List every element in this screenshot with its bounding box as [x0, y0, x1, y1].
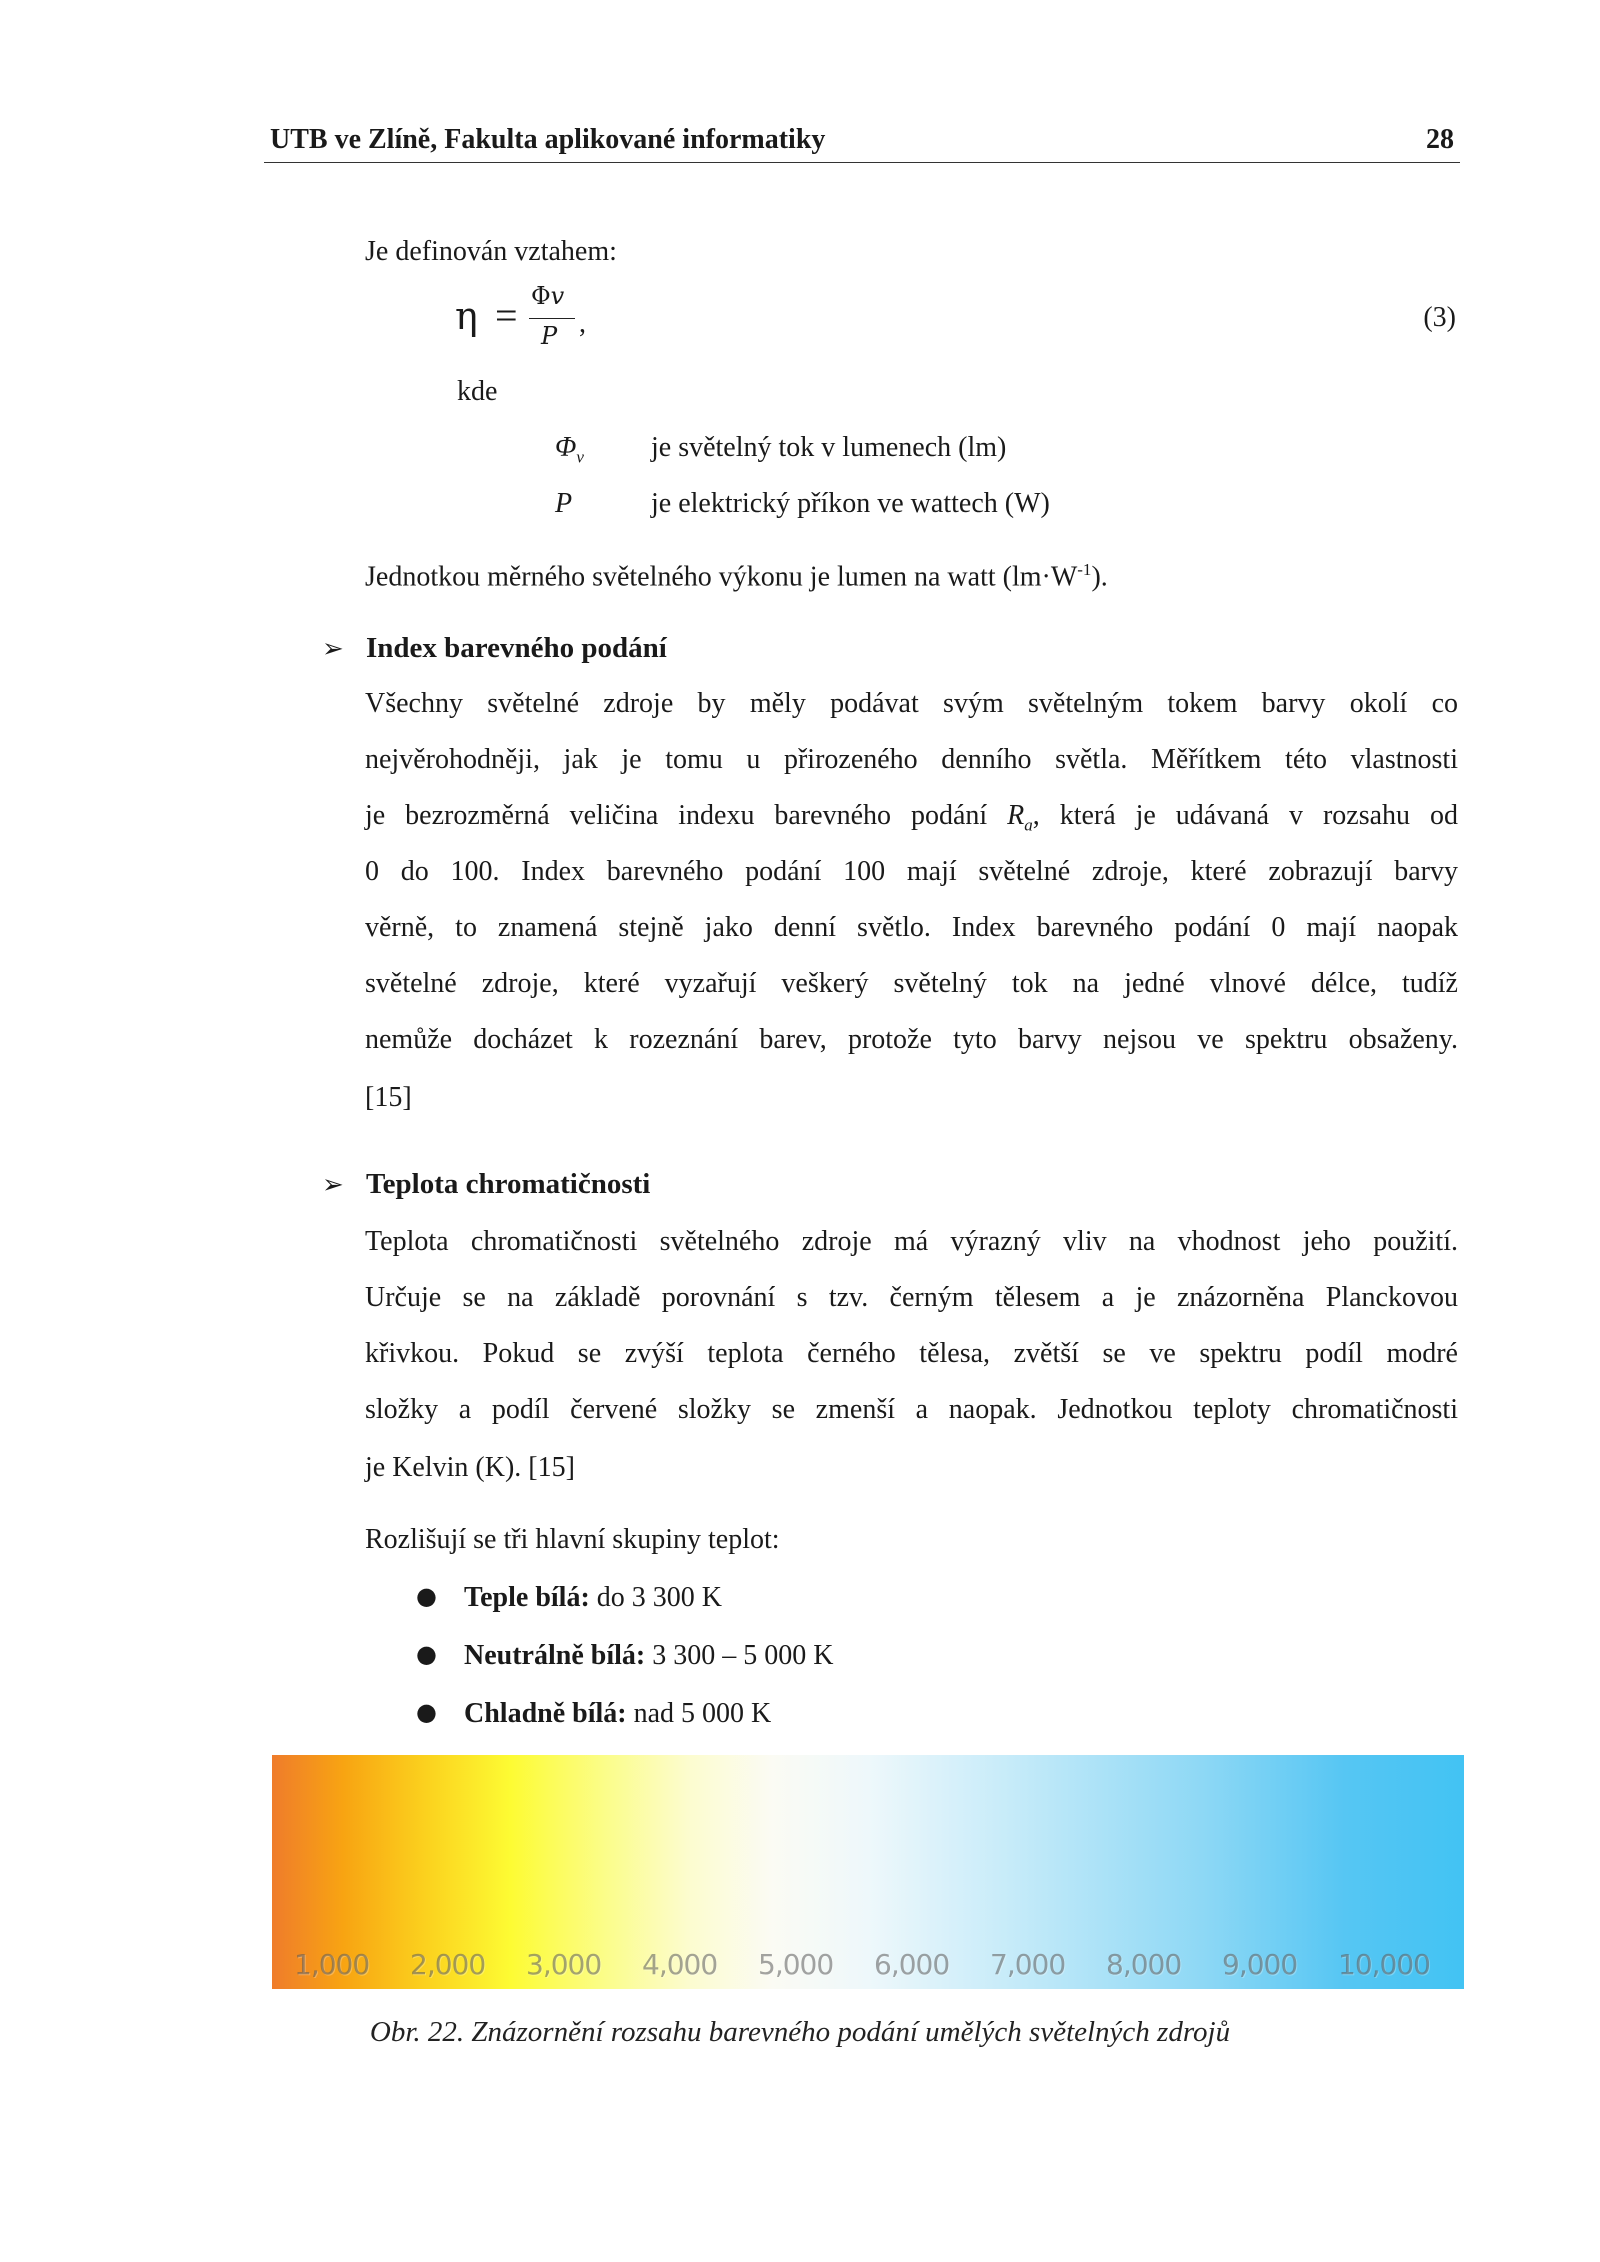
formula-equals: = — [495, 293, 518, 338]
scale-tick-label: 3,000 — [526, 1948, 602, 1981]
arrow-bullet-icon: ➢ — [322, 1170, 344, 1200]
variable-symbol: P — [555, 488, 573, 519]
scale-tick-label: 4,000 — [642, 1948, 718, 1981]
variable-description: je světelný tok v lumenech (lm) — [651, 432, 1007, 463]
scale-tick-label: 6,000 — [874, 1948, 950, 1981]
page-header — [264, 124, 1460, 163]
paragraph-line: Teplota chromatičnosti světelného zdroje má výrazný vliv na vhodnost jeho použití. — [365, 1226, 1458, 1257]
bullet-dot-icon: ● — [416, 1640, 437, 1668]
bullet-dot-icon: ● — [416, 1698, 437, 1726]
paragraph-line: je Kelvin (K). [15] — [365, 1452, 575, 1483]
variable-symbol: $\Phi_v$ — [555, 432, 584, 467]
variable-description: je elektrický příkon ve wattech (W) — [651, 488, 1050, 519]
color-temperature-scale — [272, 1755, 1464, 1989]
scale-tick-label: 2,000 — [410, 1948, 486, 1981]
paragraph-line: Všechny světelné zdroje by měly podávat svým světelným tokem barvy okolí co — [365, 688, 1458, 719]
where-label: kde — [457, 376, 498, 407]
scale-tick-label: 5,000 — [758, 1948, 834, 1981]
formula-lhs: η — [455, 294, 478, 338]
scale-tick-label: 8,000 — [1106, 1948, 1182, 1981]
paragraph-line: nemůže docházet k rozeznání barev, protože tyto barvy nejsou ve spektru obsaženy. — [365, 1024, 1458, 1055]
equation-number: (3) — [1423, 302, 1456, 333]
scale-tick-label: 10,000 — [1338, 1948, 1430, 1981]
header-title: UTB ve Zlíně, Fakulta aplikované informatiky — [270, 124, 826, 155]
paragraph-line: nejvěrohodněji, jak je tomu u přirozeného denního světla. Měřítkem této vlastnosti — [365, 744, 1458, 775]
paragraph-line: [15] — [365, 1082, 412, 1113]
scale-tick-label: 7,000 — [990, 1948, 1066, 1981]
groups-intro: Rozlišují se tři hlavní skupiny teplot: — [365, 1524, 780, 1555]
paragraph-line: křivkou. Pokud se zvýší teplota černého tělesa, zvětší se ve spektru podíl modré — [365, 1338, 1458, 1369]
arrow-bullet-icon: ➢ — [322, 634, 344, 664]
formula-denominator: P — [541, 322, 558, 350]
paragraph-line: je bezrozměrná veličina indexu barevného podání $R_a$, která je udávaná v rozsahu od — [365, 800, 1458, 835]
intro-text: Je definován vztahem: — [365, 236, 617, 267]
page-number: 28 — [1426, 124, 1454, 155]
paragraph-line: složky a podíl červené složky se zmenší a naopak. Jednotkou teploty chromatičnosti — [365, 1394, 1458, 1425]
formula-comma: , — [579, 308, 586, 339]
formula-numerator: Φ𝑣 — [531, 282, 565, 310]
scale-tick-label: 9,000 — [1222, 1948, 1298, 1981]
paragraph-line: světelné zdroje, které vyzařují veškerý světelný tok na jedné vlnové délce, tudíž — [365, 968, 1458, 999]
figure-caption: Obr. 22. Znázornění rozsahu barevného podání umělých světelných zdrojů — [369, 2016, 1231, 2048]
paragraph-line: 0 do 100. Index barevného podání 100 mají světelné zdroje, které zobrazují barvy — [365, 856, 1458, 887]
paragraph-line: Určuje se na základě porovnání s tzv. černým tělesem a je znázorněna Planckovou — [365, 1282, 1458, 1313]
bullet-dot-icon: ● — [416, 1582, 437, 1610]
unit-sentence: Jednotkou měrného světelného výkonu je lumen na watt $(lm\cdot W^{-1})$. — [365, 560, 1108, 593]
scale-tick-label: 1,000 — [294, 1948, 370, 1981]
fraction-bar — [529, 318, 575, 319]
paragraph-line: věrně, to znamená stejně jako denní světlo. Index barevného podání 0 mají naopak — [365, 912, 1458, 943]
